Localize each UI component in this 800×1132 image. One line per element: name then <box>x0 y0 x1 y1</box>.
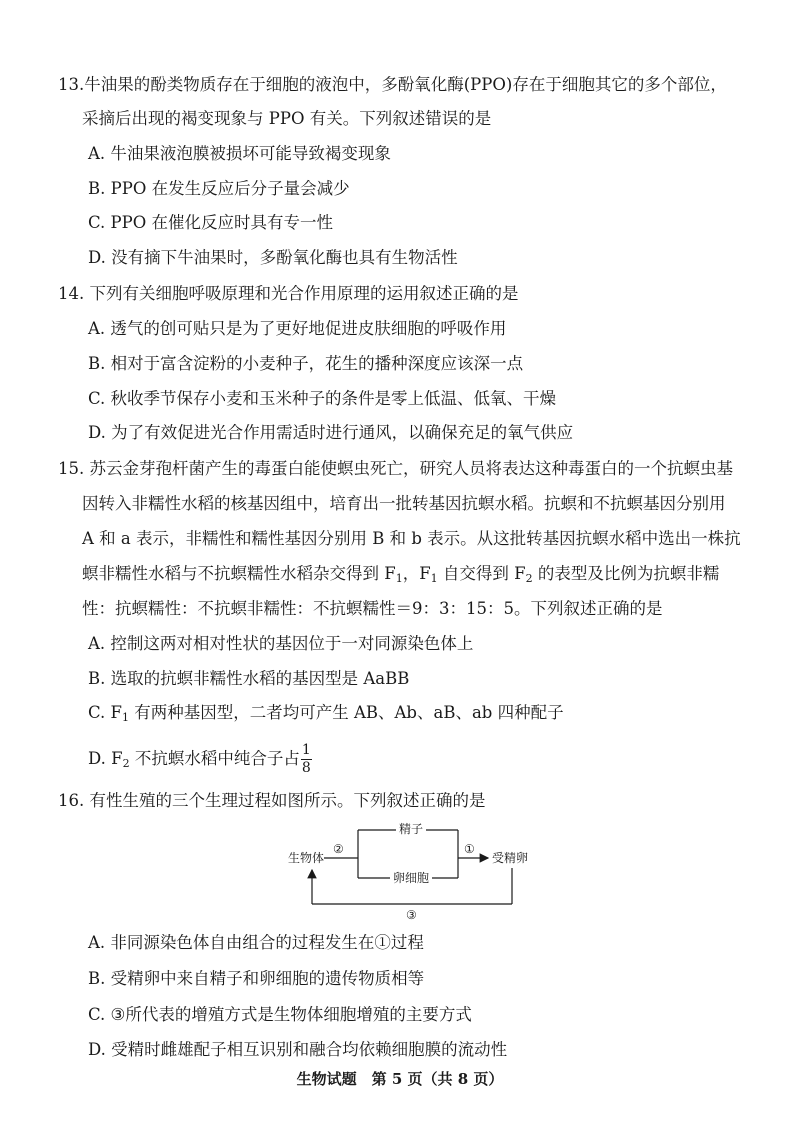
q14-option-c: C. 秋收季节保存小麦和玉米种子的条件是零上低温、低氧、干燥 <box>88 389 557 408</box>
q14-option-b: B. 相对于富含淀粉的小麦种子，花生的播种深度应该深一点 <box>88 354 524 373</box>
q16-option-d: D. 受精时雌雄配子相互识别和融合均依赖细胞膜的流动性 <box>88 1040 508 1059</box>
q16-option-b: B. 受精卵中来自精子和卵细胞的遗传物质相等 <box>88 969 425 988</box>
q16-stem: 16. 有性生殖的三个生理过程如图所示。下列叙述正确的是 <box>58 791 486 810</box>
q15-option-a: A. 控制这两对相对性状的基因位于一对同源染色体上 <box>88 634 474 653</box>
q14-option-a: A. 透气的创可贴只是为了更好地促进皮肤细胞的呼吸作用 <box>88 319 507 338</box>
fraction: $\frac{1}{8}$ <box>301 742 311 776</box>
reproduction-diagram <box>280 818 560 928</box>
q14-option-d: D. 为了有效促进光合作用需适时进行通风，以确保充足的氧气供应 <box>88 423 574 442</box>
q15-stem-line3: A 和 a 表示，非糯性和糯性基因分别用 B 和 b 表示。从这批转基因抗螟水稻中选出一株抗 <box>82 529 741 548</box>
q13-option-d: D. 没有摘下牛油果时，多酚氧化酶也具有生物活性 <box>88 248 458 267</box>
label-step3: ③ <box>406 908 417 922</box>
q16-option-a: A. 非同源染色体自由组合的过程发生在①过程 <box>88 933 424 952</box>
label-zygote: 受精卵 <box>492 851 529 865</box>
label-organism: 生物体 <box>288 851 325 865</box>
label-egg: 卵细胞 <box>390 871 432 885</box>
q16-option-c: C. ③所代表的增殖方式是生物体细胞增殖的主要方式 <box>88 1005 472 1024</box>
q15-stem-line5: 性：抗螟糯性：不抗螟非糯性：不抗螟糯性＝9：3：15：5。下列叙述正确的是 <box>82 599 663 618</box>
q14-stem: 14. 下列有关细胞呼吸原理和光合作用原理的运用叙述正确的是 <box>58 284 519 303</box>
q13-stem-line2: 采摘后出现的褐变现象与 PPO 有关。下列叙述错误的是 <box>82 109 492 128</box>
page-footer: 生物试题 第 5 页（共 8 页） <box>296 1070 504 1088</box>
label-step2: ② <box>333 842 344 856</box>
q13-option-c: C. PPO 在催化反应时具有专一性 <box>88 213 334 232</box>
label-sperm: 精子 <box>396 822 426 836</box>
q13-option-b: B. PPO 在发生反应后分子量会减少 <box>88 179 350 198</box>
q15-option-b: B. 选取的抗螟非糯性水稻的基因型是 AaBB <box>88 669 410 688</box>
label-step1: ① <box>464 842 475 856</box>
q15-stem-line1: 15. 苏云金芽孢杆菌产生的毒蛋白能使螟虫死亡，研究人员将表达这种毒蛋白的一个抗螟虫基 <box>58 459 733 478</box>
q15-stem-line4: 螟非糯性水稻与不抗螟糯性水稻杂交得到 $F_1$，$F_1$ 自交得到 $F_2$ 的表型及比例为抗螟非糯 <box>82 564 720 585</box>
q15-stem-line2: 因转入非糯性水稻的核基因组中，培育出一批转基因抗螟水稻。抗螟和不抗螟基因分别用 <box>82 494 726 513</box>
q15-option-d: D. $F_2$ 不抗螟水稻中纯合子占 $\frac{1}{8}$ <box>88 742 311 776</box>
q13-option-a: A. 牛油果液泡膜被损坏可能导致褐变现象 <box>88 144 391 163</box>
q13-stem-line1: 13.牛油果的酚类物质存在于细胞的液泡中，多酚氧化酶(PPO)存在于细胞其它的多个部位， <box>58 75 727 94</box>
q15-option-c: C. $F_1$ 有两种基因型，二者均可产生 AB、Ab、aB、ab 四种配子 <box>88 703 564 724</box>
